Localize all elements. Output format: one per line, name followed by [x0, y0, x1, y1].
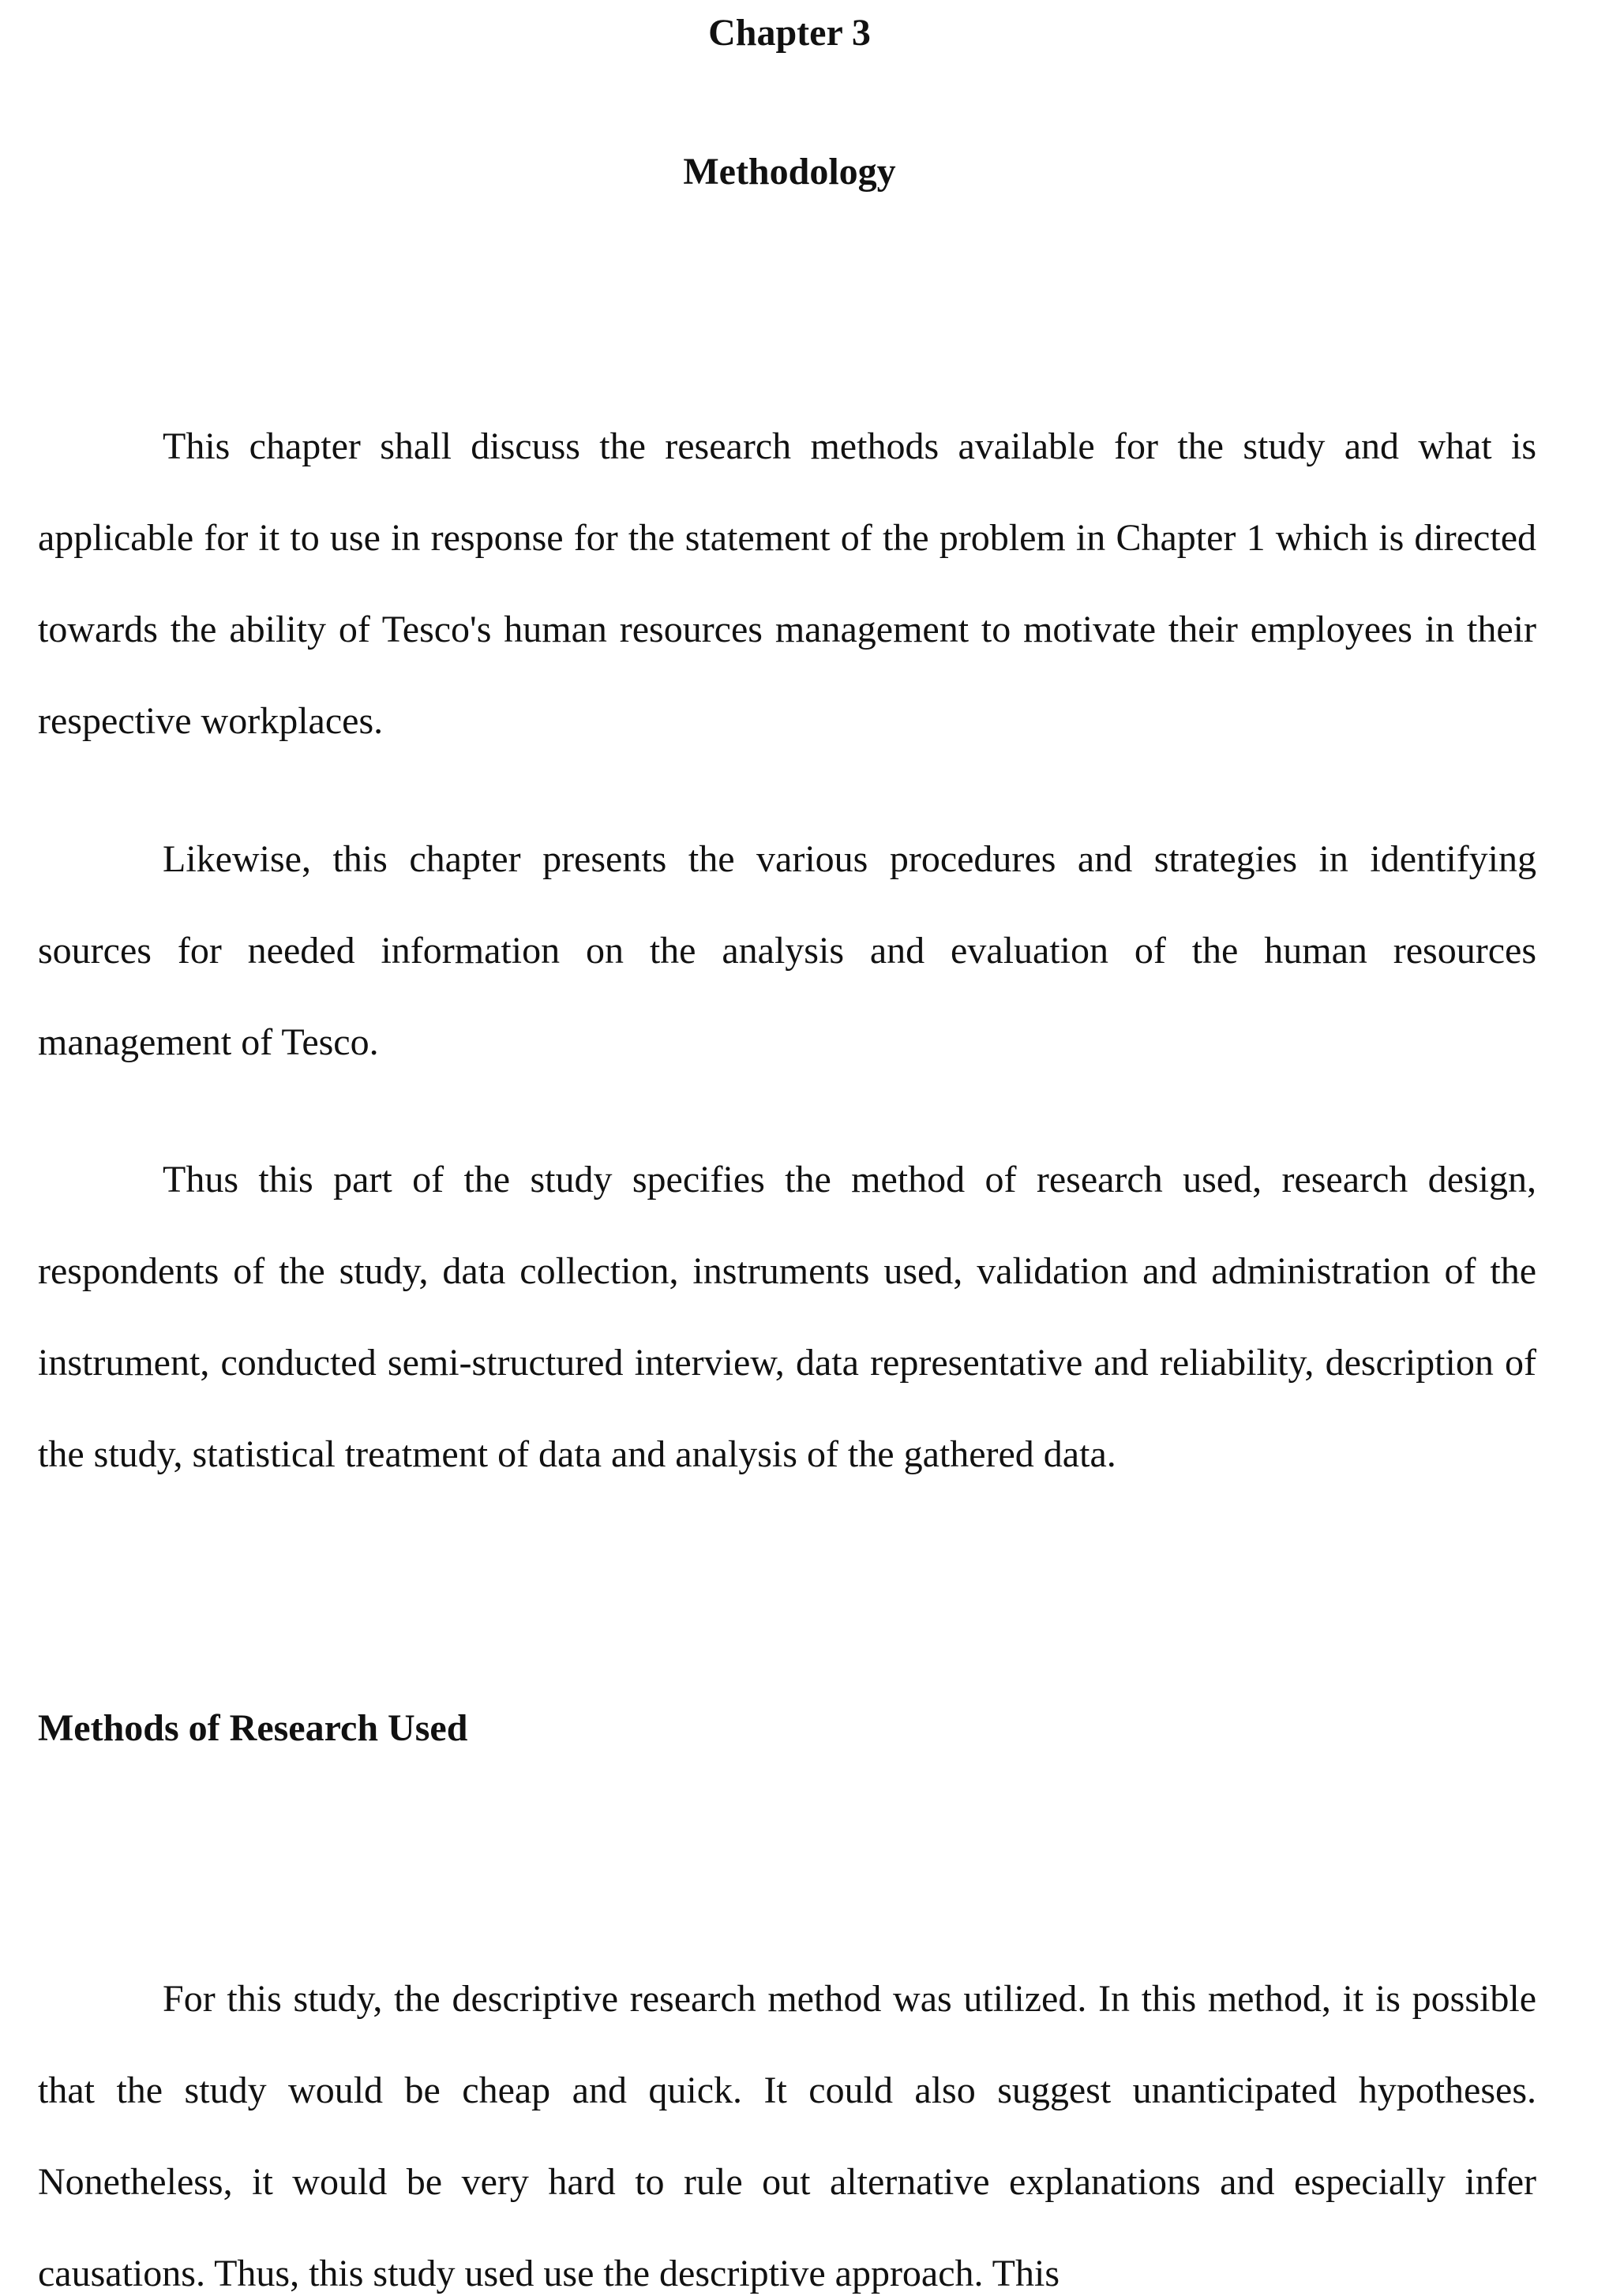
body-paragraph: Thus this part of the study specifies the method of research used, research design, respondents of the study, data collection, instruments used, validation and administration of the instrument, conducted semi-structured interview, data representative and reliability, description of the study, statistical treatment of data and analysis of the gathered data. — [38, 1159, 1536, 1475]
section-heading: Methods of Research Used — [38, 1707, 468, 1749]
section-paragraph: For this study, the descriptive research method was utilized. In this method, it is possible that the study would be cheap and quick. It could also suggest unanticipated hypotheses. Nonetheless, it would be very hard to rule out alternative explanations and especially infer causations. Thus, this study used use the descriptive approach. This — [38, 1978, 1536, 2294]
body-paragraph: This chapter shall discuss the research methods available for the study and what is applicable for it to use in response for the statement of the problem in Chapter 1 which is directed towards the ability of Tesco's human resources management to motivate their employees in their respective workplaces. — [38, 425, 1536, 742]
chapter-title: Chapter 3 — [708, 12, 871, 54]
body-paragraph: Likewise, this chapter presents the various procedures and strategies in identifying sources for needed information on the analysis and evaluation of the human resources management of Tesco. — [38, 838, 1536, 1063]
chapter-subtitle: Methodology — [683, 151, 896, 193]
